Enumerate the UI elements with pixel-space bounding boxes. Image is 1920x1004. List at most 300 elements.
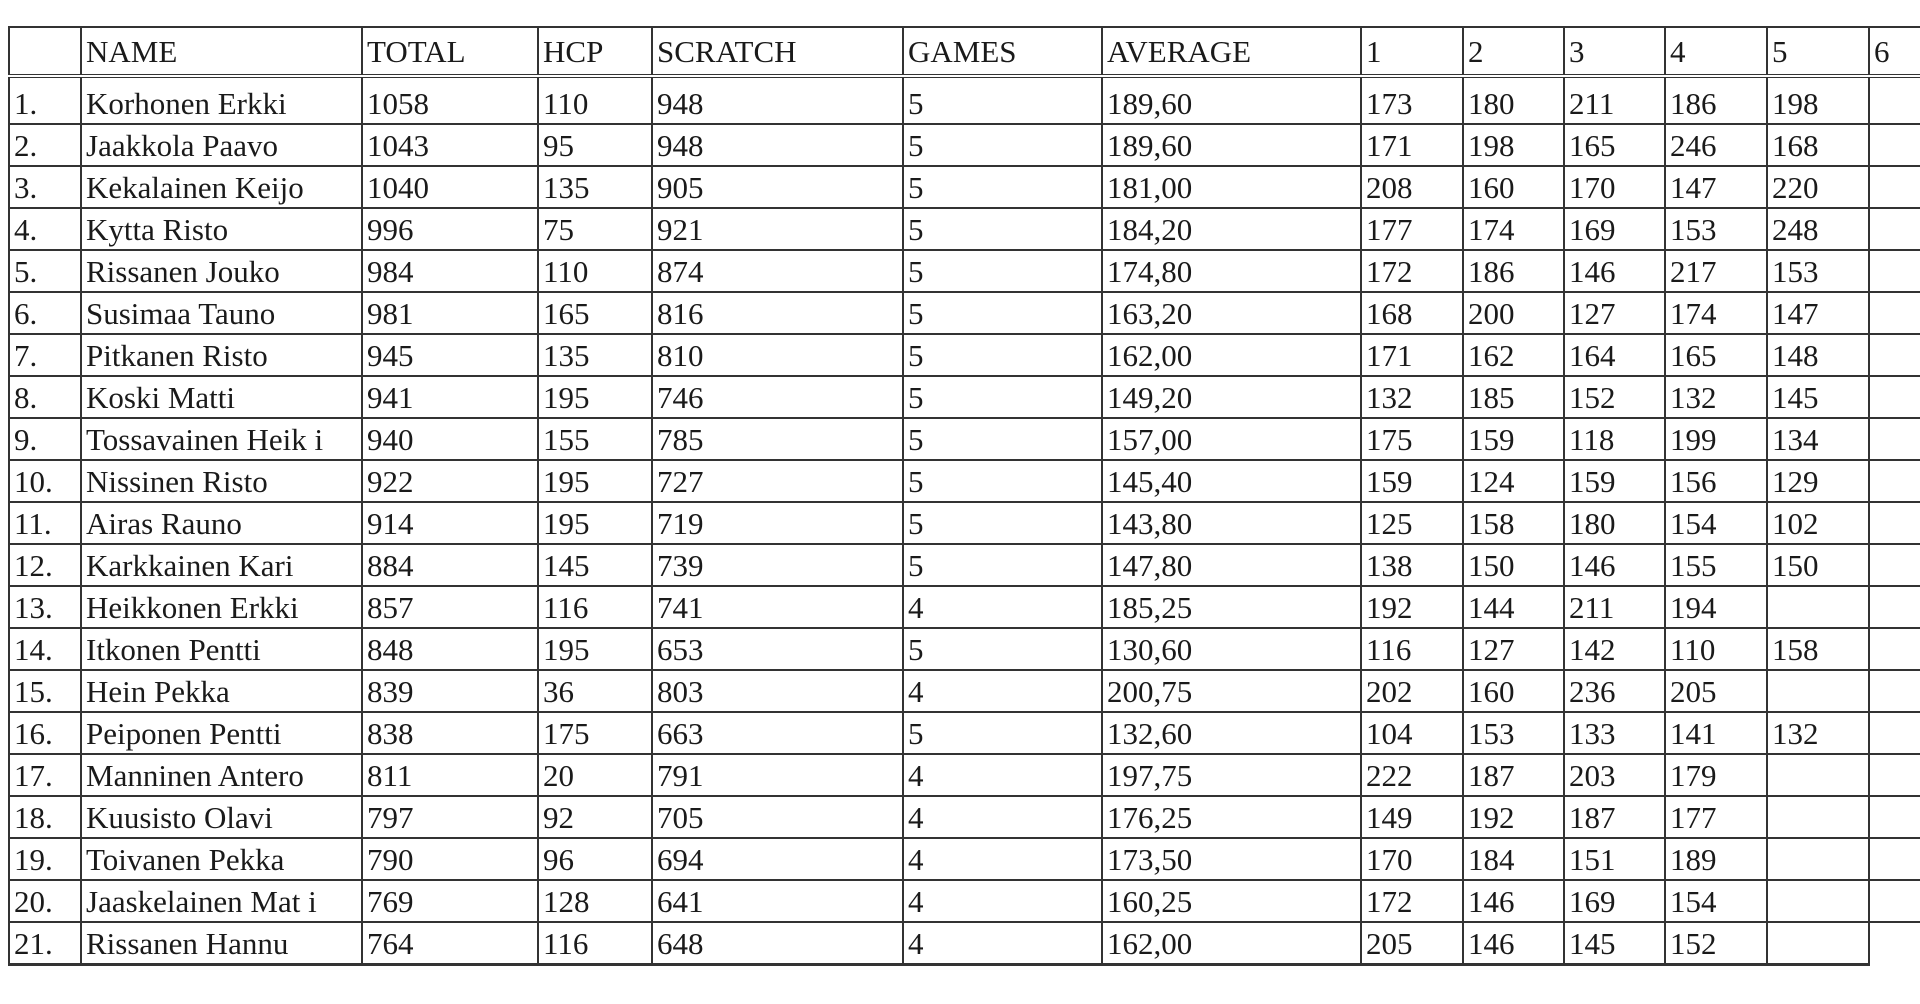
hcp-cell: 195 [538,460,652,502]
game-5-cell [1767,880,1869,922]
header-game-6: 6 [1869,27,1920,76]
name-cell: Hein Pekka [81,670,362,712]
table-row [9,628,1920,670]
game-2-cell: 158 [1463,502,1564,544]
table-header [9,27,1920,76]
games-cell: 4 [903,880,1102,922]
game-1-cell: 170 [1361,838,1463,880]
total-cell: 1040 [362,166,538,208]
game-4-cell: 174 [1665,292,1767,334]
game-2-cell: 198 [1463,124,1564,166]
header-game-4: 4 [1665,27,1767,76]
average-cell: 189,60 [1102,76,1361,124]
name-cell: Karkkainen Kari [81,544,362,586]
name-cell: Airas Rauno [81,502,362,544]
total-cell: 1043 [362,124,538,166]
table-row [9,418,1920,460]
total-cell: 797 [362,796,538,838]
game-1-cell: 138 [1361,544,1463,586]
game-4-cell: 154 [1665,502,1767,544]
average-cell: 162,00 [1102,334,1361,376]
game-1-cell: 159 [1361,460,1463,502]
rank-cell: 13. [9,586,81,628]
rank-cell: 11. [9,502,81,544]
game-1-cell: 172 [1361,880,1463,922]
game-1-cell: 208 [1361,166,1463,208]
table-row [9,376,1920,418]
game-2-cell: 200 [1463,292,1564,334]
hcp-cell: 92 [538,796,652,838]
game-5-cell: 132 [1767,712,1869,754]
header-game-1: 1 [1361,27,1463,76]
average-cell: 149,20 [1102,376,1361,418]
games-cell: 5 [903,376,1102,418]
game-4-cell: 147 [1665,166,1767,208]
game-6-cell [1869,460,1920,502]
game-1-cell: 175 [1361,418,1463,460]
game-2-cell: 159 [1463,418,1564,460]
average-cell: 189,60 [1102,124,1361,166]
table-row [9,334,1920,376]
games-cell: 5 [903,292,1102,334]
scratch-cell: 816 [652,292,903,334]
hcp-cell: 36 [538,670,652,712]
table-row [9,796,1920,838]
name-cell: Jaaskelainen Mat i [81,880,362,922]
game-5-cell [1767,796,1869,838]
header-hcp: HCP [538,27,652,76]
scratch-cell: 719 [652,502,903,544]
game-6-cell [1869,586,1920,628]
game-2-cell: 174 [1463,208,1564,250]
game-4-cell: 186 [1665,76,1767,124]
game-4-cell: 194 [1665,586,1767,628]
games-cell: 4 [903,586,1102,628]
game-2-cell: 180 [1463,76,1564,124]
hcp-cell: 195 [538,376,652,418]
name-cell: Toivanen Pekka [81,838,362,880]
table-row [9,838,1920,880]
header-total: TOTAL [362,27,538,76]
game-3-cell: 236 [1564,670,1665,712]
header-game-5: 5 [1767,27,1869,76]
game-1-cell: 177 [1361,208,1463,250]
games-cell: 5 [903,124,1102,166]
game-5-cell: 220 [1767,166,1869,208]
table-row [9,502,1920,544]
game-2-cell: 127 [1463,628,1564,670]
games-cell: 5 [903,76,1102,124]
game-4-cell: 217 [1665,250,1767,292]
game-6-cell [1869,334,1920,376]
game-6-cell [1869,502,1920,544]
average-cell: 162,00 [1102,922,1361,965]
game-3-cell: 142 [1564,628,1665,670]
game-4-cell: 152 [1665,922,1767,965]
game-6-cell [1869,292,1920,334]
average-cell: 147,80 [1102,544,1361,586]
game-4-cell: 156 [1665,460,1767,502]
table-body [9,76,1920,965]
game-1-cell: 202 [1361,670,1463,712]
game-4-cell: 153 [1665,208,1767,250]
game-3-cell: 164 [1564,334,1665,376]
game-1-cell: 116 [1361,628,1463,670]
hcp-cell: 110 [538,250,652,292]
game-4-cell: 154 [1665,880,1767,922]
game-6-cell [1869,208,1920,250]
rank-cell: 10. [9,460,81,502]
hcp-cell: 155 [538,418,652,460]
rank-cell: 20. [9,880,81,922]
game-2-cell: 146 [1463,880,1564,922]
games-cell: 5 [903,502,1102,544]
bowling-results-table [8,26,1920,966]
game-2-cell: 146 [1463,922,1564,965]
game-1-cell: 168 [1361,292,1463,334]
total-cell: 857 [362,586,538,628]
game-6-cell [1869,922,1920,965]
game-5-cell: 134 [1767,418,1869,460]
average-cell: 184,20 [1102,208,1361,250]
game-5-cell: 153 [1767,250,1869,292]
game-5-cell [1767,754,1869,796]
game-5-cell [1767,922,1869,965]
game-5-cell: 148 [1767,334,1869,376]
table-row [9,292,1920,334]
hcp-cell: 135 [538,166,652,208]
game-1-cell: 171 [1361,334,1463,376]
game-2-cell: 150 [1463,544,1564,586]
name-cell: Pitkanen Risto [81,334,362,376]
hcp-cell: 116 [538,586,652,628]
rank-cell: 15. [9,670,81,712]
total-cell: 884 [362,544,538,586]
total-cell: 764 [362,922,538,965]
game-3-cell: 118 [1564,418,1665,460]
table-row [9,880,1920,922]
game-6-cell [1869,250,1920,292]
scratch-cell: 648 [652,922,903,965]
hcp-cell: 135 [538,334,652,376]
rank-cell: 19. [9,838,81,880]
total-cell: 945 [362,334,538,376]
name-cell: Koski Matti [81,376,362,418]
game-3-cell: 145 [1564,922,1665,965]
game-6-cell [1869,670,1920,712]
total-cell: 769 [362,880,538,922]
average-cell: 132,60 [1102,712,1361,754]
games-cell: 5 [903,460,1102,502]
rank-cell: 17. [9,754,81,796]
name-cell: Kuusisto Olavi [81,796,362,838]
game-3-cell: 165 [1564,124,1665,166]
scratch-cell: 905 [652,166,903,208]
name-cell: Itkonen Pentti [81,628,362,670]
game-3-cell: 211 [1564,76,1665,124]
name-cell: Kekalainen Keijo [81,166,362,208]
game-6-cell [1869,796,1920,838]
game-5-cell: 129 [1767,460,1869,502]
game-1-cell: 192 [1361,586,1463,628]
game-6-cell [1869,880,1920,922]
game-3-cell: 159 [1564,460,1665,502]
game-2-cell: 124 [1463,460,1564,502]
game-4-cell: 155 [1665,544,1767,586]
scratch-cell: 874 [652,250,903,292]
scratch-cell: 739 [652,544,903,586]
name-cell: Peiponen Pentti [81,712,362,754]
header-game-2: 2 [1463,27,1564,76]
game-1-cell: 173 [1361,76,1463,124]
rank-cell: 9. [9,418,81,460]
hcp-cell: 96 [538,838,652,880]
rank-cell: 21. [9,922,81,965]
game-4-cell: 110 [1665,628,1767,670]
scratch-cell: 803 [652,670,903,712]
game-3-cell: 169 [1564,208,1665,250]
table-row [9,208,1920,250]
game-4-cell: 165 [1665,334,1767,376]
rank-cell: 12. [9,544,81,586]
game-5-cell [1767,670,1869,712]
scratch-cell: 705 [652,796,903,838]
table-row [9,712,1920,754]
game-2-cell: 192 [1463,796,1564,838]
total-cell: 996 [362,208,538,250]
total-cell: 838 [362,712,538,754]
game-2-cell: 153 [1463,712,1564,754]
games-cell: 4 [903,754,1102,796]
game-3-cell: 187 [1564,796,1665,838]
game-5-cell: 150 [1767,544,1869,586]
game-1-cell: 222 [1361,754,1463,796]
game-1-cell: 125 [1361,502,1463,544]
scratch-cell: 791 [652,754,903,796]
header-average: AVERAGE [1102,27,1361,76]
average-cell: 160,25 [1102,880,1361,922]
game-1-cell: 205 [1361,922,1463,965]
games-cell: 5 [903,418,1102,460]
game-5-cell: 147 [1767,292,1869,334]
average-cell: 163,20 [1102,292,1361,334]
game-2-cell: 186 [1463,250,1564,292]
total-cell: 1058 [362,76,538,124]
game-6-cell [1869,76,1920,124]
total-cell: 981 [362,292,538,334]
scratch-cell: 663 [652,712,903,754]
game-6-cell [1869,376,1920,418]
game-3-cell: 170 [1564,166,1665,208]
game-6-cell [1869,418,1920,460]
game-2-cell: 144 [1463,586,1564,628]
header-rank [9,27,81,76]
game-3-cell: 146 [1564,544,1665,586]
name-cell: Nissinen Risto [81,460,362,502]
average-cell: 181,00 [1102,166,1361,208]
table-row [9,124,1920,166]
game-4-cell: 179 [1665,754,1767,796]
game-1-cell: 104 [1361,712,1463,754]
game-6-cell [1869,838,1920,880]
game-3-cell: 151 [1564,838,1665,880]
games-cell: 5 [903,166,1102,208]
hcp-cell: 110 [538,76,652,124]
average-cell: 145,40 [1102,460,1361,502]
total-cell: 984 [362,250,538,292]
table-row [9,460,1920,502]
game-4-cell: 177 [1665,796,1767,838]
header-name: NAME [81,27,362,76]
rank-cell: 7. [9,334,81,376]
game-5-cell: 198 [1767,76,1869,124]
game-3-cell: 203 [1564,754,1665,796]
rank-cell: 5. [9,250,81,292]
total-cell: 941 [362,376,538,418]
scratch-cell: 727 [652,460,903,502]
name-cell: Manninen Antero [81,754,362,796]
game-5-cell: 145 [1767,376,1869,418]
table-row [9,586,1920,628]
rank-cell: 6. [9,292,81,334]
games-cell: 5 [903,334,1102,376]
game-3-cell: 133 [1564,712,1665,754]
games-cell: 4 [903,670,1102,712]
hcp-cell: 128 [538,880,652,922]
game-3-cell: 127 [1564,292,1665,334]
total-cell: 790 [362,838,538,880]
total-cell: 914 [362,502,538,544]
games-cell: 4 [903,922,1102,965]
header-row [9,27,1920,76]
rank-cell: 14. [9,628,81,670]
table-row [9,250,1920,292]
game-2-cell: 162 [1463,334,1564,376]
scratch-cell: 948 [652,76,903,124]
game-3-cell: 146 [1564,250,1665,292]
rank-cell: 3. [9,166,81,208]
total-cell: 839 [362,670,538,712]
average-cell: 185,25 [1102,586,1361,628]
game-1-cell: 132 [1361,376,1463,418]
game-6-cell [1869,712,1920,754]
scratch-cell: 810 [652,334,903,376]
name-cell: Heikkonen Erkki [81,586,362,628]
game-3-cell: 180 [1564,502,1665,544]
game-2-cell: 184 [1463,838,1564,880]
average-cell: 200,75 [1102,670,1361,712]
rank-cell: 16. [9,712,81,754]
name-cell: Rissanen Hannu [81,922,362,965]
average-cell: 176,25 [1102,796,1361,838]
hcp-cell: 75 [538,208,652,250]
hcp-cell: 195 [538,628,652,670]
game-5-cell: 248 [1767,208,1869,250]
name-cell: Korhonen Erkki [81,76,362,124]
game-3-cell: 211 [1564,586,1665,628]
game-2-cell: 160 [1463,166,1564,208]
game-5-cell: 168 [1767,124,1869,166]
average-cell: 157,00 [1102,418,1361,460]
hcp-cell: 95 [538,124,652,166]
game-4-cell: 132 [1665,376,1767,418]
total-cell: 811 [362,754,538,796]
game-6-cell [1869,166,1920,208]
table-row [9,544,1920,586]
hcp-cell: 165 [538,292,652,334]
name-cell: Rissanen Jouko [81,250,362,292]
header-games: GAMES [903,27,1102,76]
games-cell: 5 [903,712,1102,754]
table-row [9,670,1920,712]
game-2-cell: 185 [1463,376,1564,418]
game-5-cell [1767,586,1869,628]
game-4-cell: 141 [1665,712,1767,754]
game-4-cell: 246 [1665,124,1767,166]
game-4-cell: 189 [1665,838,1767,880]
hcp-cell: 175 [538,712,652,754]
name-cell: Susimaa Tauno [81,292,362,334]
rank-cell: 2. [9,124,81,166]
name-cell: Jaakkola Paavo [81,124,362,166]
game-4-cell: 199 [1665,418,1767,460]
game-2-cell: 187 [1463,754,1564,796]
game-6-cell [1869,124,1920,166]
game-3-cell: 152 [1564,376,1665,418]
scratch-cell: 741 [652,586,903,628]
rank-cell: 4. [9,208,81,250]
game-6-cell [1869,544,1920,586]
game-5-cell: 102 [1767,502,1869,544]
scratch-cell: 746 [652,376,903,418]
scratch-cell: 921 [652,208,903,250]
average-cell: 173,50 [1102,838,1361,880]
rank-cell: 18. [9,796,81,838]
total-cell: 940 [362,418,538,460]
games-cell: 5 [903,250,1102,292]
scratch-cell: 641 [652,880,903,922]
scratch-cell: 694 [652,838,903,880]
scratch-cell: 948 [652,124,903,166]
games-cell: 5 [903,544,1102,586]
total-cell: 922 [362,460,538,502]
game-6-cell [1869,754,1920,796]
hcp-cell: 195 [538,502,652,544]
hcp-cell: 20 [538,754,652,796]
rank-cell: 8. [9,376,81,418]
table-row [9,754,1920,796]
games-cell: 5 [903,628,1102,670]
hcp-cell: 116 [538,922,652,965]
name-cell: Tossavainen Heik i [81,418,362,460]
rank-cell: 1. [9,76,81,124]
table-row [9,76,1920,124]
average-cell: 130,60 [1102,628,1361,670]
games-cell: 5 [903,208,1102,250]
games-cell: 4 [903,838,1102,880]
game-1-cell: 171 [1361,124,1463,166]
game-1-cell: 149 [1361,796,1463,838]
average-cell: 143,80 [1102,502,1361,544]
header-game-3: 3 [1564,27,1665,76]
game-2-cell: 160 [1463,670,1564,712]
scratch-cell: 785 [652,418,903,460]
header-scratch: SCRATCH [652,27,903,76]
average-cell: 174,80 [1102,250,1361,292]
game-4-cell: 205 [1665,670,1767,712]
game-1-cell: 172 [1361,250,1463,292]
scratch-cell: 653 [652,628,903,670]
